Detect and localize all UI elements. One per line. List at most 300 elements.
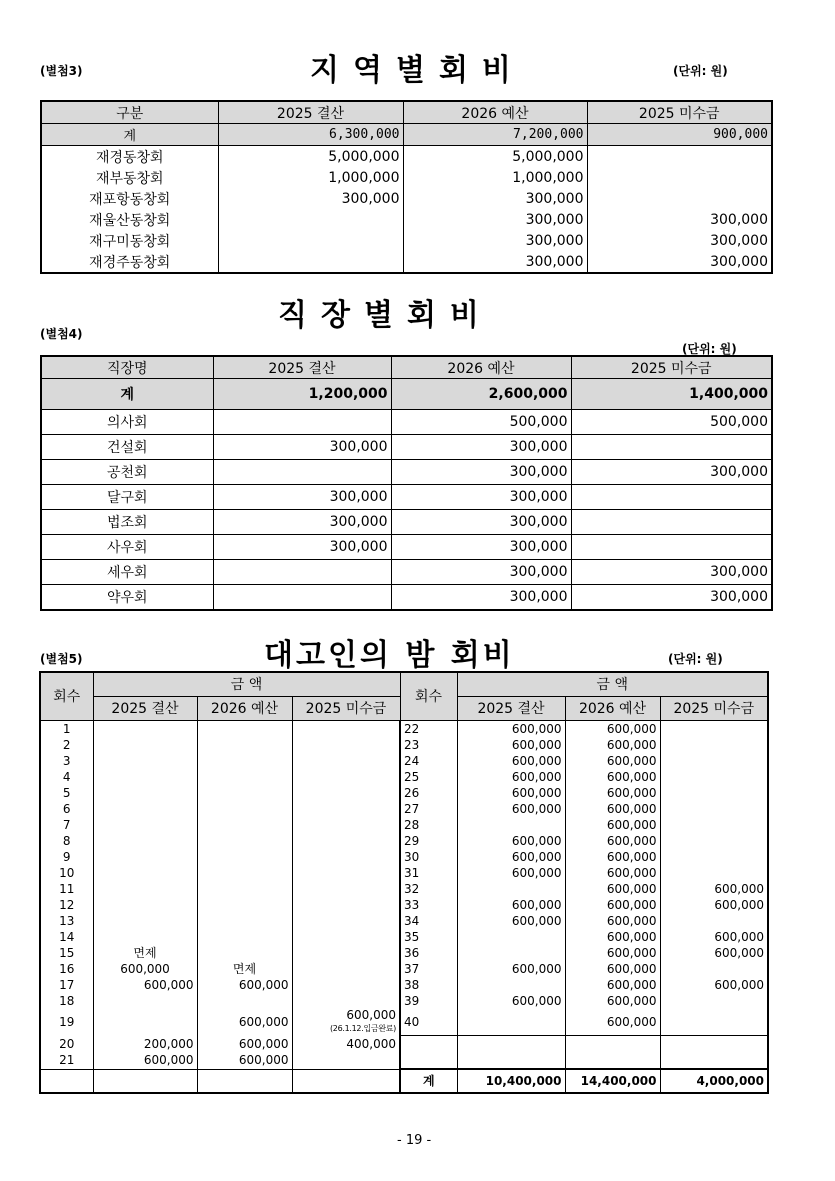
table-row [41, 230, 772, 251]
cell: 600,000 [565, 801, 660, 817]
col-header-amount-right: 금 액 [457, 672, 768, 697]
total-label: 계 [41, 124, 218, 146]
cell: 300,000 [403, 230, 587, 251]
cell: 600,000 [457, 721, 565, 738]
table-row [41, 510, 772, 535]
cell [571, 435, 772, 460]
total-2025-settlement: 6,300,000 [218, 124, 403, 146]
table-row [40, 769, 768, 785]
cell [93, 897, 197, 913]
cell: 600,000 [457, 801, 565, 817]
empty-cell [197, 1069, 292, 1093]
page-number: - 19 - [397, 1133, 432, 1148]
round-number: 22 [400, 721, 457, 738]
cell: 면제 [197, 961, 292, 977]
cell: 600,000 [93, 977, 197, 993]
attachment-label-3: (별첨3) [40, 64, 83, 78]
table-header-row [41, 101, 772, 124]
cell: 600,000 [565, 737, 660, 753]
table-row [40, 865, 768, 881]
cell: 300,000 [218, 188, 403, 209]
col-header-amount-left: 금 액 [93, 672, 400, 697]
total-2025-unpaid: 900,000 [587, 124, 772, 146]
cell: 600,000 [565, 769, 660, 785]
cell [197, 945, 292, 961]
row-label: 약우회 [41, 585, 213, 611]
cell: 300,000 [587, 230, 772, 251]
cell [292, 833, 400, 849]
col-header-2025-settlement: 2025 결산 [218, 101, 403, 124]
cell: 300,000 [403, 251, 587, 273]
col-header-2025-unpaid: 2025 미수금 [571, 356, 772, 379]
cell: 600,000 [565, 833, 660, 849]
cell: 5,000,000 [403, 146, 587, 168]
round-number: 13 [40, 913, 93, 929]
cell [571, 510, 772, 535]
cell: 300,000 [213, 535, 391, 560]
cell [660, 785, 768, 801]
cell [660, 849, 768, 865]
cell: 600,000 [565, 849, 660, 865]
cell: 600,000 [565, 945, 660, 961]
cell: 300,000 [587, 251, 772, 273]
cell: 600,000 [660, 977, 768, 993]
cell [292, 977, 400, 993]
round-number: 14 [40, 929, 93, 945]
cell: 1,000,000 [218, 167, 403, 188]
round-number: 37 [400, 961, 457, 977]
cell: 300,000 [391, 560, 571, 585]
table-row [40, 1036, 768, 1053]
cell [292, 753, 400, 769]
table-row [41, 560, 772, 585]
cell [93, 801, 197, 817]
cell: 200,000 [93, 1036, 197, 1053]
cell [660, 993, 768, 1009]
cell [587, 146, 772, 168]
cell: 600,000 [660, 897, 768, 913]
cell [93, 993, 197, 1009]
cell [197, 817, 292, 833]
cell [457, 977, 565, 993]
table-row [40, 721, 768, 738]
cell: 300,000 [403, 209, 587, 230]
cell [93, 785, 197, 801]
cell: 600,000 [93, 961, 197, 977]
round-number: 33 [400, 897, 457, 913]
round-number: 9 [40, 849, 93, 865]
cell: 600,000 [457, 993, 565, 1009]
cell [292, 769, 400, 785]
cell: 300,000 [571, 460, 772, 485]
cell [587, 188, 772, 209]
cell [197, 993, 292, 1009]
cell [93, 929, 197, 945]
table-row [40, 1069, 768, 1093]
payment-note-text: (26.1.12.입금완료) [329, 1024, 397, 1034]
round-number: 11 [40, 881, 93, 897]
round-number: 16 [40, 961, 93, 977]
cell: 500,000 [571, 410, 772, 435]
payment-note [296, 1021, 397, 1035]
cell [660, 865, 768, 881]
row-label: 달구회 [41, 485, 213, 510]
cell [292, 817, 400, 833]
cell [457, 945, 565, 961]
table-row [41, 410, 772, 435]
cell [292, 929, 400, 945]
round-number: 30 [400, 849, 457, 865]
cell [660, 817, 768, 833]
cell: 600,000 [197, 1036, 292, 1053]
table-row [40, 737, 768, 753]
col-header-2025-settlement: 2025 결산 [213, 356, 391, 379]
empty-cell [660, 1036, 768, 1053]
round-number: 19 [40, 1009, 93, 1036]
round-number: 27 [400, 801, 457, 817]
unpaid-value: 600,000 [346, 1009, 397, 1023]
total-2025-unpaid: 1,400,000 [571, 379, 772, 410]
cell: 600,000 [457, 913, 565, 929]
total-2025-settlement: 10,400,000 [457, 1069, 565, 1093]
round-number: 24 [400, 753, 457, 769]
cell [571, 485, 772, 510]
cell [292, 945, 400, 961]
table-row [41, 167, 772, 188]
cell: 500,000 [391, 410, 571, 435]
cell [93, 913, 197, 929]
cell: 600,000 [565, 1009, 660, 1036]
row-label: 의사회 [41, 410, 213, 435]
cell-with-note [292, 1009, 400, 1036]
table-row [40, 817, 768, 833]
col-header-round-right: 회수 [400, 672, 457, 721]
cell [197, 849, 292, 865]
row-label: 법조회 [41, 510, 213, 535]
cell [660, 721, 768, 738]
cell [93, 833, 197, 849]
cell [660, 1009, 768, 1036]
cell [457, 817, 565, 833]
empty-cell [660, 1052, 768, 1069]
table-row [40, 1052, 768, 1069]
cell: 1,000,000 [403, 167, 587, 188]
cell: 600,000 [565, 881, 660, 897]
table-row [41, 460, 772, 485]
unit-label-3: (단위: 원) [673, 64, 728, 78]
cell [292, 785, 400, 801]
cell [292, 961, 400, 977]
cell: 300,000 [571, 560, 772, 585]
table-row [40, 801, 768, 817]
cell: 600,000 [457, 785, 565, 801]
cell [660, 961, 768, 977]
round-number: 26 [400, 785, 457, 801]
cell [93, 1009, 197, 1036]
col-header-2026-budget: 2026 예산 [391, 356, 571, 379]
cell [213, 410, 391, 435]
cell: 300,000 [391, 535, 571, 560]
round-number: 21 [40, 1052, 93, 1069]
table-row [41, 251, 772, 273]
table-row [41, 209, 772, 230]
unit-label-5: (단위: 원) [668, 652, 723, 666]
table-row [40, 785, 768, 801]
round-number: 20 [40, 1036, 93, 1053]
regional-dues-table [40, 100, 773, 274]
cell: 5,000,000 [218, 146, 403, 168]
round-number: 32 [400, 881, 457, 897]
table-row [41, 585, 772, 611]
cell [457, 1009, 565, 1036]
cell [660, 737, 768, 753]
cell [197, 929, 292, 945]
cell: 600,000 [457, 753, 565, 769]
empty-cell [400, 1036, 457, 1053]
col-header-round-left: 회수 [40, 672, 93, 721]
total-label: 계 [41, 379, 213, 410]
cell [457, 881, 565, 897]
round-number: 3 [40, 753, 93, 769]
cell [292, 801, 400, 817]
cell: 600,000 [565, 865, 660, 881]
empty-cell [457, 1036, 565, 1053]
table-row [41, 188, 772, 209]
cell [93, 865, 197, 881]
cell [292, 897, 400, 913]
round-number: 18 [40, 993, 93, 1009]
cell [197, 865, 292, 881]
row-label: 공천회 [41, 460, 213, 485]
cell: 600,000 [457, 833, 565, 849]
table-row [41, 485, 772, 510]
round-number: 39 [400, 993, 457, 1009]
round-number: 8 [40, 833, 93, 849]
row-label: 재포항동창회 [41, 188, 218, 209]
section5-title: 대고인의 밤 회비 [264, 638, 515, 673]
round-number: 35 [400, 929, 457, 945]
cell: 600,000 [197, 977, 292, 993]
cell: 600,000 [457, 849, 565, 865]
round-number: 4 [40, 769, 93, 785]
empty-cell [40, 1069, 93, 1093]
col-header-category: 구분 [41, 101, 218, 124]
round-number: 31 [400, 865, 457, 881]
row-label: 세우회 [41, 560, 213, 585]
row-label: 재구미동창회 [41, 230, 218, 251]
cell [213, 560, 391, 585]
table-row [40, 961, 768, 977]
cell [197, 833, 292, 849]
cell: 300,000 [213, 510, 391, 535]
round-number: 17 [40, 977, 93, 993]
cell: 300,000 [391, 510, 571, 535]
cell: 600,000 [457, 961, 565, 977]
empty-cell [292, 1069, 400, 1093]
round-number: 28 [400, 817, 457, 833]
total-2026-budget: 7,200,000 [403, 124, 587, 146]
unit-label-4: (단위: 원) [682, 342, 737, 356]
row-label: 재경주동창회 [41, 251, 218, 273]
col-header-workplace: 직장명 [41, 356, 213, 379]
cell: 600,000 [565, 977, 660, 993]
cell: 600,000 [93, 1052, 197, 1069]
row-label: 재부동창회 [41, 167, 218, 188]
cell: 600,000 [565, 785, 660, 801]
cell [292, 721, 400, 738]
cell: 300,000 [213, 435, 391, 460]
cell [197, 753, 292, 769]
cell [197, 913, 292, 929]
cell [292, 993, 400, 1009]
table-row [41, 535, 772, 560]
empty-cell [400, 1052, 457, 1069]
cell [218, 209, 403, 230]
round-number: 23 [400, 737, 457, 753]
cell [292, 913, 400, 929]
cell: 600,000 [660, 945, 768, 961]
round-number: 25 [400, 769, 457, 785]
cell [213, 585, 391, 611]
cell: 600,000 [565, 817, 660, 833]
workplace-dues-table [40, 355, 773, 611]
cell: 600,000 [565, 721, 660, 738]
attachment-label-5: (별첨5) [40, 652, 83, 666]
empty-cell [565, 1036, 660, 1053]
round-number: 5 [40, 785, 93, 801]
cell [660, 769, 768, 785]
cell [292, 865, 400, 881]
cell: 600,000 [457, 897, 565, 913]
cell: 600,000 [565, 929, 660, 945]
cell: 600,000 [457, 769, 565, 785]
round-number: 15 [40, 945, 93, 961]
subheader-2025-settlement: 2025 결산 [457, 697, 565, 721]
cell: 300,000 [403, 188, 587, 209]
cell [197, 881, 292, 897]
cell [93, 881, 197, 897]
table-row [40, 881, 768, 897]
cell [292, 849, 400, 865]
cell: 600,000 [565, 913, 660, 929]
section4-title: 직장별회비 [278, 298, 493, 333]
cell: 400,000 [292, 1036, 400, 1053]
cell [93, 817, 197, 833]
cell [197, 721, 292, 738]
cell [218, 251, 403, 273]
table-row [40, 1009, 768, 1036]
cell [213, 460, 391, 485]
row-label: 재경동창회 [41, 146, 218, 168]
subheader-2025-unpaid: 2025 미수금 [660, 697, 768, 721]
round-number: 6 [40, 801, 93, 817]
round-number: 10 [40, 865, 93, 881]
empty-cell [457, 1052, 565, 1069]
cell [93, 769, 197, 785]
cell [660, 801, 768, 817]
cell: 600,000 [197, 1052, 292, 1069]
total-row [41, 124, 772, 146]
row-label: 건설회 [41, 435, 213, 460]
col-header-2025-unpaid: 2025 미수금 [587, 101, 772, 124]
cell [292, 1052, 400, 1069]
round-number: 38 [400, 977, 457, 993]
cell: 면제 [93, 945, 197, 961]
table-header-row [41, 356, 772, 379]
table-header-row [40, 672, 768, 697]
table-row [40, 753, 768, 769]
row-label: 재울산동창회 [41, 209, 218, 230]
total-label: 계 [400, 1069, 457, 1093]
empty-cell [93, 1069, 197, 1093]
table-row [40, 977, 768, 993]
cell: 600,000 [660, 929, 768, 945]
section3-title: 지역별회비 [310, 53, 525, 88]
round-number: 1 [40, 721, 93, 738]
table-row [40, 833, 768, 849]
row-label: 사우회 [41, 535, 213, 560]
cell [457, 929, 565, 945]
cell [292, 737, 400, 753]
total-row [41, 379, 772, 410]
subheader-2025-unpaid: 2025 미수금 [292, 697, 400, 721]
cell: 300,000 [391, 460, 571, 485]
round-number: 2 [40, 737, 93, 753]
cell [218, 230, 403, 251]
table-row [40, 929, 768, 945]
cell [660, 833, 768, 849]
cell [197, 801, 292, 817]
total-2026-budget: 14,400,000 [565, 1069, 660, 1093]
table-row [40, 913, 768, 929]
cell [93, 737, 197, 753]
cell [197, 769, 292, 785]
cell: 600,000 [565, 753, 660, 769]
total-2026-budget: 2,600,000 [391, 379, 571, 410]
cell [93, 721, 197, 738]
cell: 300,000 [213, 485, 391, 510]
table-row [40, 945, 768, 961]
cell [197, 897, 292, 913]
cell: 300,000 [391, 485, 571, 510]
table-row [40, 993, 768, 1009]
cell: 600,000 [660, 881, 768, 897]
cell [660, 913, 768, 929]
cell: 300,000 [391, 585, 571, 611]
cell [197, 785, 292, 801]
round-number: 7 [40, 817, 93, 833]
cell: 300,000 [571, 585, 772, 611]
total-2025-settlement: 1,200,000 [213, 379, 391, 410]
round-number: 36 [400, 945, 457, 961]
cell: 600,000 [197, 1009, 292, 1036]
subheader-2026-budget: 2026 예산 [565, 697, 660, 721]
round-number: 40 [400, 1009, 457, 1036]
table-row [41, 146, 772, 168]
cell: 600,000 [565, 897, 660, 913]
round-number: 29 [400, 833, 457, 849]
round-number: 34 [400, 913, 457, 929]
col-header-2026-budget: 2026 예산 [403, 101, 587, 124]
cell [197, 737, 292, 753]
cell [571, 535, 772, 560]
cell [660, 753, 768, 769]
cell [93, 849, 197, 865]
cell: 600,000 [457, 865, 565, 881]
total-2025-unpaid: 4,000,000 [660, 1069, 768, 1093]
cell: 600,000 [565, 993, 660, 1009]
cell: 300,000 [391, 435, 571, 460]
